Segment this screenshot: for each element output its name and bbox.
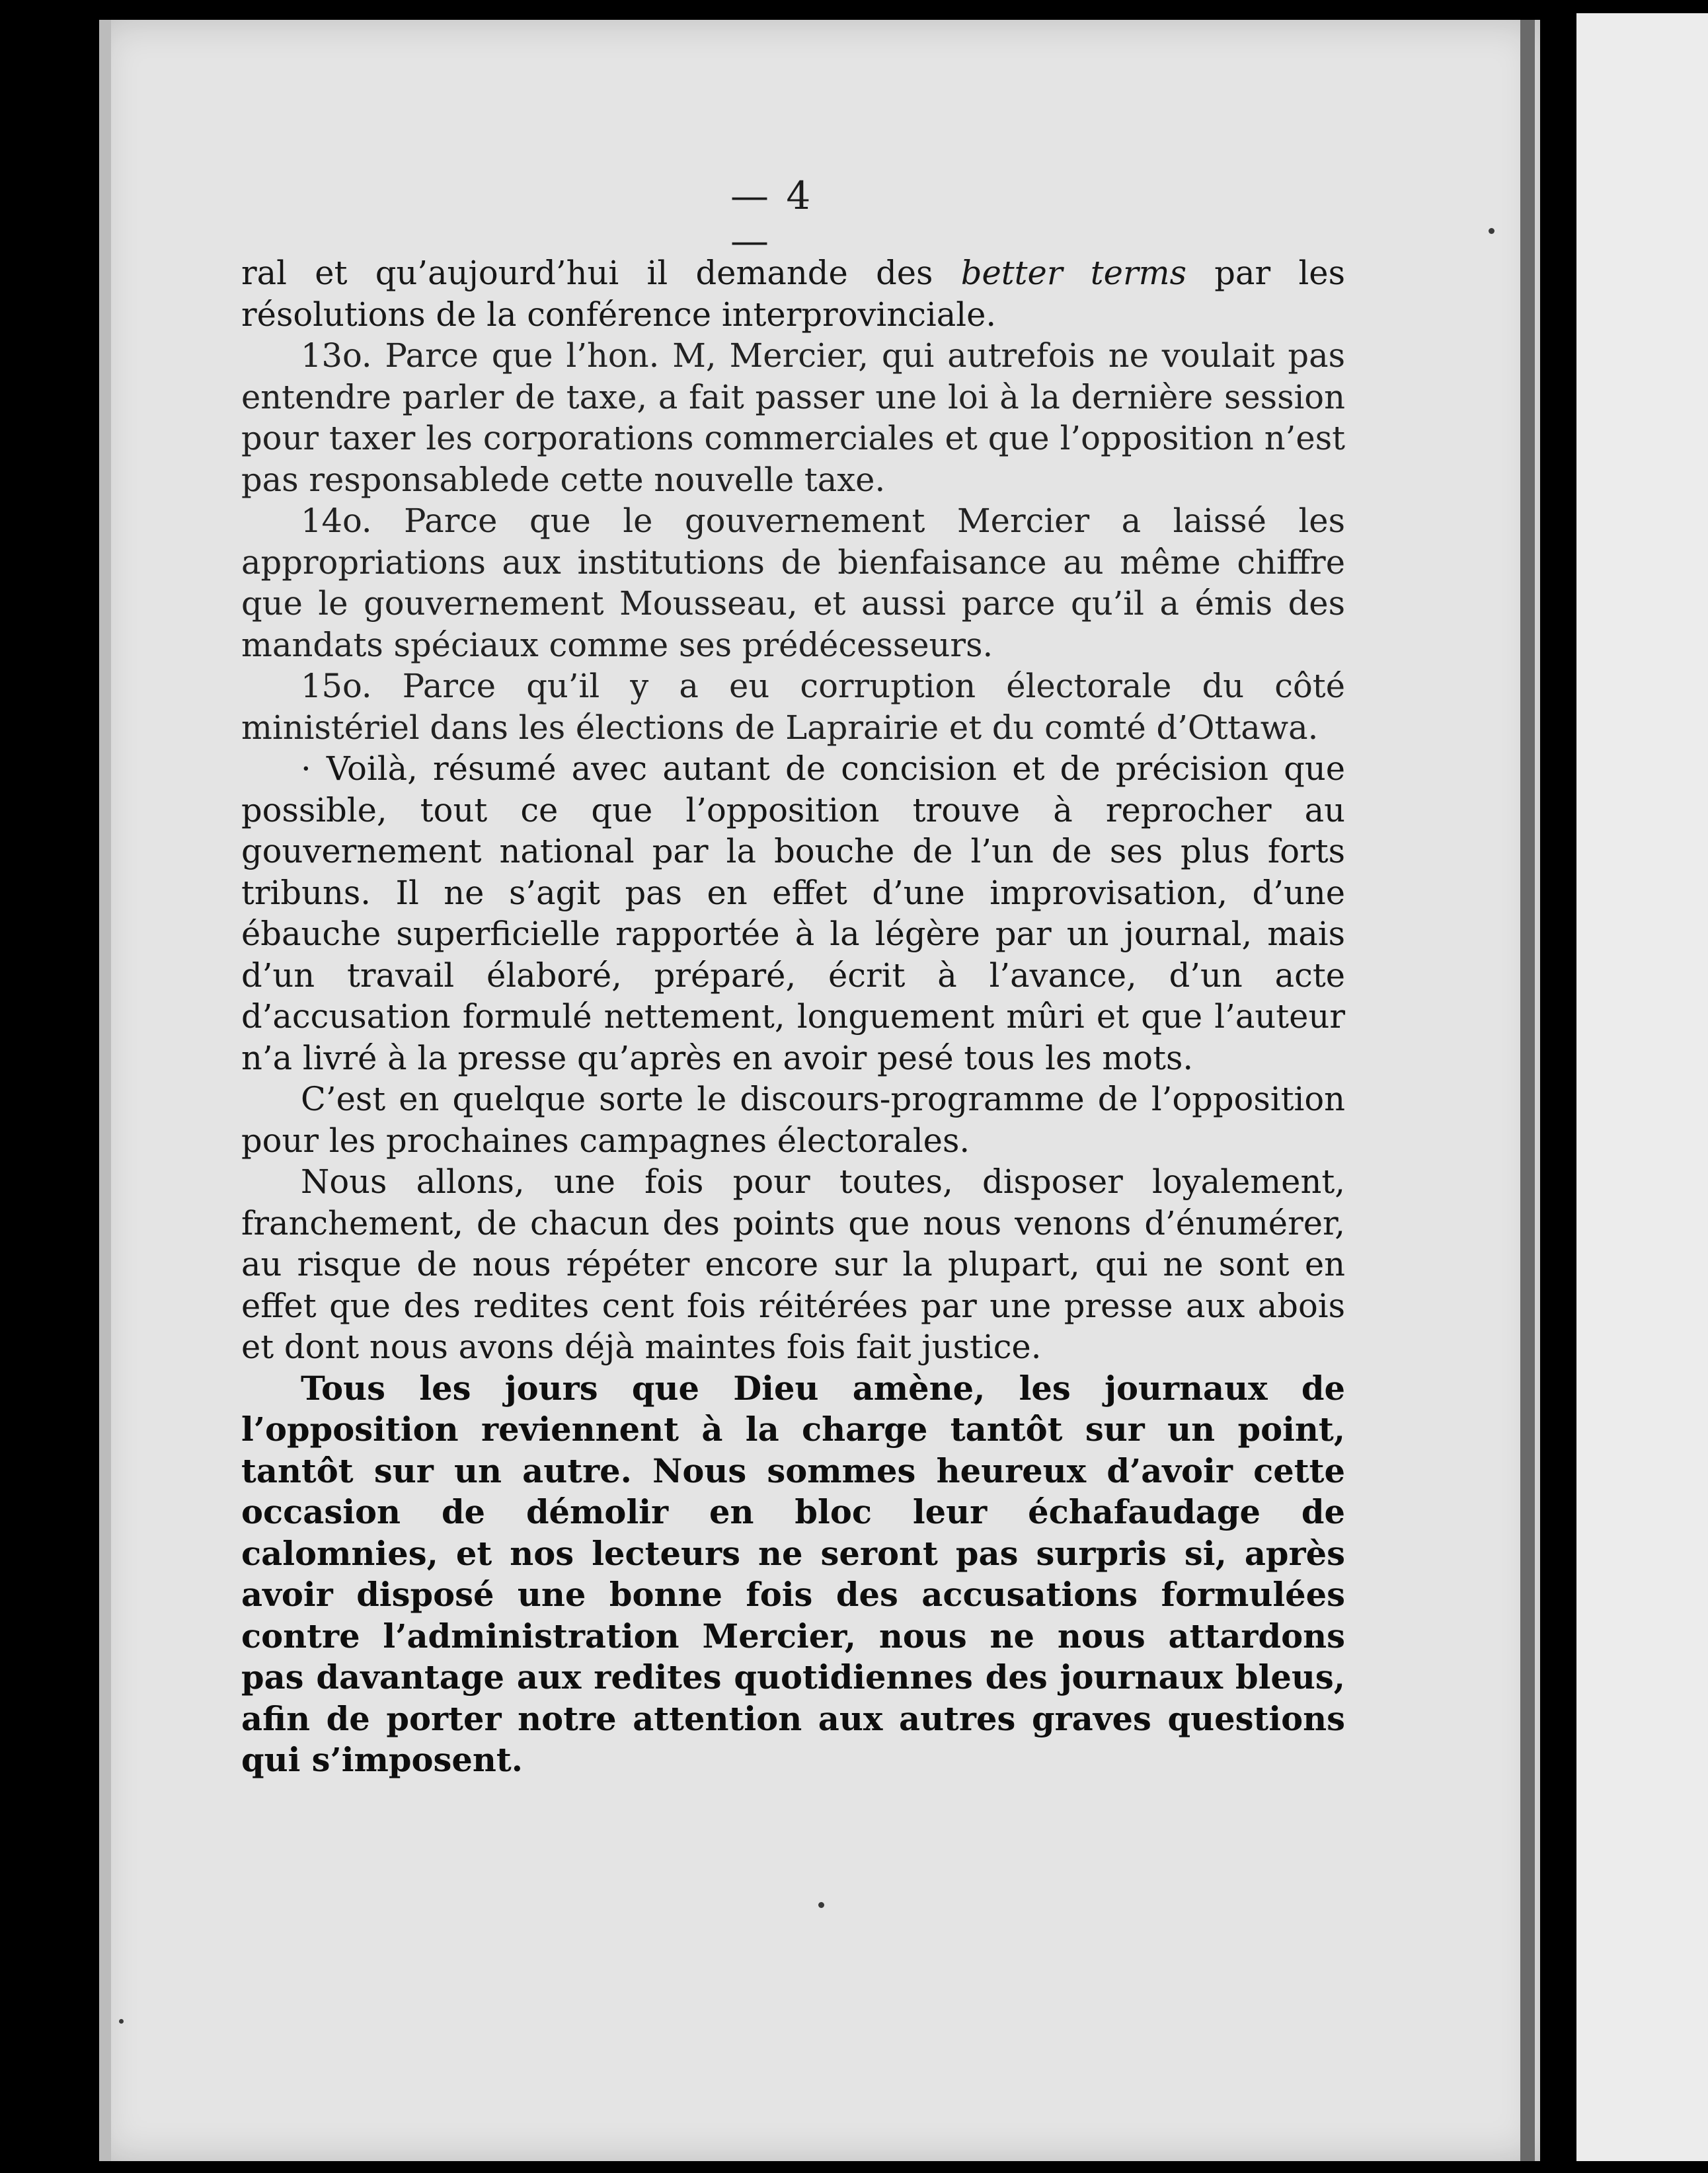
paragraph-text-before-italic: ral et qu’aujourd’hui il demande des <box>241 254 961 292</box>
paragraph-item-13: 13o. Parce que l’hon. M, Mercier, qui autrefois ne voulait pas entendre parler de taxe, a fait passer une loi à la dernière session pour taxer les corporations commerciales et que l’opposition n’est pas responsablede cette nouvelle taxe. <box>241 336 1345 499</box>
paragraph-disposer: Nous allons, une fois pour toutes, disposer loyalement, franchement, de chacun des points que nous venons d’énumérer, au risque de nous répéter encore sur la plupart, qui ne sont en effet que des redites cent fois réitérées par une presse aux abois et dont nous avons déjà maintes fois fait justice. <box>241 1163 1345 1366</box>
page-number: — 4 — <box>730 173 814 263</box>
paragraph-summary: · Voilà, résumé avec autant de concision et de précision que possible, tout ce que l’opposition trouve à reprocher au gouvernement national par la bouche de l’un de ses plus forts tribuns. Il ne s’agit pas en effet d’une improvisation, d’une ébauche superficielle rapportée à la légère par un journal, mais d’un travail élaboré, préparé, écrit à l’avance, d’un acte d’accusation formulé nettement, longuement mûri et que l’auteur n’a livré à la presse qu’après en avoir pesé tous les mots. <box>241 749 1345 1077</box>
page-left-margin-shadow <box>99 20 111 2161</box>
print-speck <box>119 2019 124 2024</box>
book-gutter <box>1540 0 1576 2173</box>
paragraph-text-after-italic: par les résolutions de la conférence interprovinciale. <box>241 254 1345 334</box>
paragraph-continuation <box>241 252 1345 335</box>
print-speck <box>1489 228 1494 234</box>
facing-page-edge <box>1576 13 1708 2161</box>
paragraph-discours-programme: C’est en quelque sorte le discours-programme de l’opposition pour les prochaines campagnes électorales. <box>241 1080 1345 1160</box>
page-right-edge-shadow <box>1520 20 1535 2161</box>
paragraph-item-15: 15o. Parce qu’il y a eu corruption électorale du côté ministériel dans les élections de Laprairie et du comté d’Ottawa. <box>241 667 1345 747</box>
body-text <box>241 252 1345 1781</box>
italic-phrase: better terms <box>960 254 1186 292</box>
print-speck <box>818 1902 824 1908</box>
paragraph-tous-les-jours: Tous les jours que Dieu amène, les journaux de l’opposition reviennent à la charge tantôt sur un point, tantôt sur un autre. Nous sommes heureux d’avoir cette occasion de démolir en bloc leur échafaudage de calomnies, et nos lecteurs ne seront pas surpris si, après avoir disposé une bonne fois des accusations formulées contre l’administration Mercier, nous ne nous attardons pas davantage aux redites quotidiennes des journaux bleus, afin de porter notre attention aux autres graves questions qui s’imposent. <box>241 1369 1345 1779</box>
paragraph-item-14: 14o. Parce que le gouvernement Mercier a laissé les appropriations aux institutions de bienfaisance au même chiffre que le gouvernement Mousseau, et aussi parce qu’il a émis des mandats spéciaux comme ses prédécesseurs. <box>241 502 1345 664</box>
